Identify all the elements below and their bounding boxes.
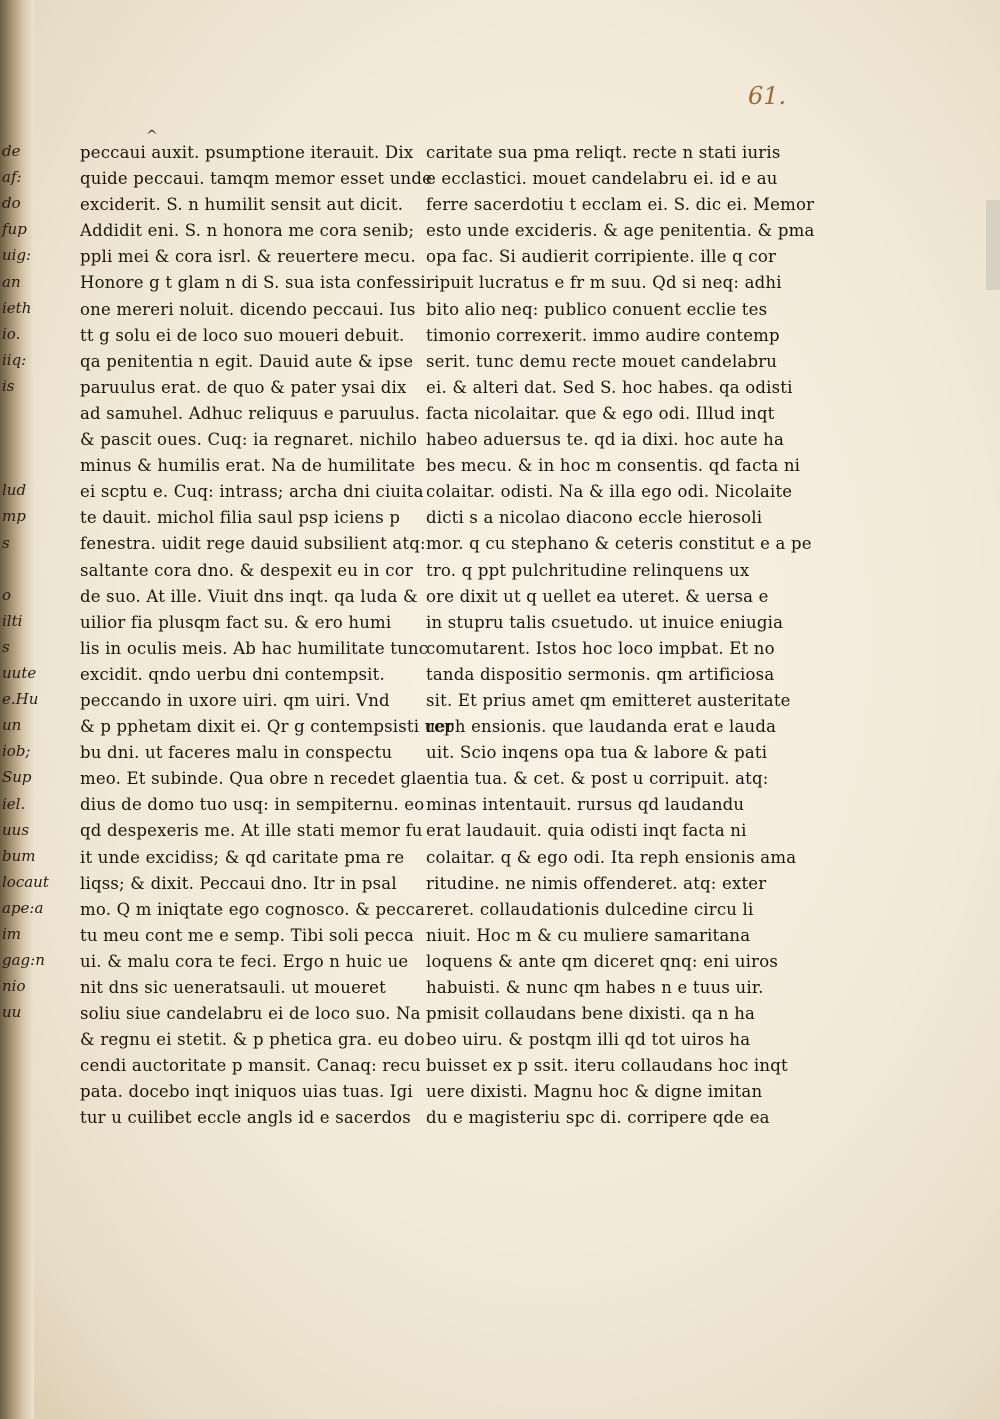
text-line: e ecclastici. mouet candelabru ei. id e au bbox=[426, 169, 778, 189]
gutter-fragment: de bbox=[2, 142, 21, 160]
text-line: bito alio neq: publico conuent ecclie tes bbox=[426, 299, 768, 319]
text-line: timonio correxerit. immo audire contemp bbox=[426, 325, 780, 345]
text-line: minus & humilis erat. Na de humilitate bbox=[80, 456, 416, 476]
gutter-fragment: fup bbox=[2, 220, 27, 239]
text-line: peccando in uxore uiri. qm uiri. Vnd bbox=[80, 690, 390, 710]
text-line: one mereri noluit. dicendo peccaui. Ius bbox=[80, 299, 416, 319]
text-line: quide peccaui. tamqm memor esset unde bbox=[80, 169, 433, 189]
text-line: Addidit eni. S. n honora me cora senib; bbox=[80, 221, 415, 241]
text-line: niuit. Hoc m & cu muliere samaritana bbox=[426, 925, 751, 945]
text-line: ei. & alteri dat. Sed S. hoc habes. qa odisti bbox=[426, 377, 793, 397]
text-line: saltante cora dno. & despexit eu in cor bbox=[80, 560, 413, 580]
gutter-fragment: iel. bbox=[2, 794, 26, 813]
text-line: bu dni. ut faceres malu in conspectu bbox=[80, 743, 393, 763]
gutter-fragment: mp bbox=[2, 507, 26, 526]
text-line: ei scptu e. Cuq: intrass; archa dni ciuita bbox=[80, 482, 424, 502]
text-line: dicti s a nicolao diacono eccle hierosoli bbox=[426, 508, 763, 528]
gutter-fragment: ieth bbox=[2, 298, 32, 317]
text-line: Honore g t glam n di S. sua ista confessi bbox=[80, 273, 426, 293]
text-line: ripuit lucratus e fr m suu. Qd si neq: adhi bbox=[426, 273, 782, 293]
text-line: minas intentauit. rursus qd laudandu bbox=[426, 795, 745, 815]
text-line: uit. Scio inqens opa tua & labore & pati bbox=[426, 743, 768, 763]
text-line: du e magisteriu spc di. corripere qde ea bbox=[426, 1108, 770, 1128]
text-line: caritate sua pma reliqt. recte n stati iuris bbox=[426, 143, 781, 162]
gutter-fragment: o bbox=[2, 585, 12, 604]
text-line: erat laudauit. quia odisti inqt facta ni bbox=[426, 821, 747, 841]
text-line: ferre sacerdotiu t ecclam ei. S. dic ei. Memor bbox=[426, 195, 815, 215]
text-line: reret. collaudationis dulcedine circu li bbox=[426, 899, 754, 919]
text-line: ritudine. ne nimis offenderet. atq: exter bbox=[426, 873, 767, 893]
gutter-fragment: uu bbox=[2, 1003, 22, 1022]
text-line: dius de domo tuo usq: in sempiternu. eo bbox=[80, 795, 425, 815]
right-text-column bbox=[426, 140, 815, 1132]
text-line: meo. Et subinde. Qua obre n recedet gla bbox=[80, 769, 427, 789]
gutter-fragment bbox=[2, 401, 36, 423]
text-line: ore dixit ut q uellet ea uteret. & uersa e bbox=[426, 586, 769, 606]
text-line: paruulus erat. de quo & pater ysai dix bbox=[80, 377, 407, 397]
text-line: te dauit. michol filia saul psp iciens p bbox=[80, 508, 401, 528]
gutter-fragment: an bbox=[2, 272, 21, 291]
text-line: loquens & ante qm diceret qnq: eni uiros bbox=[426, 951, 779, 971]
gutter-fragment: gag:n bbox=[2, 951, 45, 970]
left-text-column bbox=[80, 140, 454, 1132]
gutter-fragment: ape:a bbox=[2, 898, 44, 917]
text-line: comutarent. Istos hoc loco impbat. Et no bbox=[426, 638, 775, 658]
text-line: buisset ex p ssit. iteru collaudans hoc inqt bbox=[426, 1056, 788, 1076]
text-line: cendi auctoritate p mansit. Canaq: recu bbox=[80, 1056, 421, 1076]
gutter-fragment: s bbox=[2, 533, 10, 552]
text-line: uilior fia plusqm fact su. & ero humi bbox=[80, 612, 392, 632]
text-line: esto unde excideris. & age penitentia. & pma bbox=[426, 221, 815, 241]
text-line: tu meu cont me e semp. Tibi soli pecca bbox=[80, 925, 414, 945]
text-line: tanda dispositio sermonis. qm artificiosa bbox=[426, 664, 775, 684]
text-line: colaitar. q & ego odi. Ita reph ensionis ama bbox=[426, 847, 797, 867]
text-line: colaitar. odisti. Na & illa ego odi. Nicolaite bbox=[426, 482, 793, 502]
text-line: excidit. qndo uerbu dni contempsit. bbox=[80, 664, 385, 684]
facing-page-edge bbox=[0, 0, 49, 1419]
text-line: beo uiru. & postqm illi qd tot uiros ha bbox=[426, 1030, 751, 1050]
text-line: & p pphetam dixit ei. Qr g contempsisti uer bbox=[80, 717, 454, 737]
gutter-fragment bbox=[2, 427, 36, 449]
gutter-fragment: is bbox=[2, 376, 15, 395]
text-line: reph ensionis. que laudanda erat e lauda bbox=[426, 717, 777, 737]
gutter-fragment: io. bbox=[2, 324, 21, 343]
text-line: ppli mei & cora isrl. & reuertere mecu. bbox=[80, 247, 416, 267]
gutter-fragment: e.Hu bbox=[2, 690, 39, 709]
text-line: serit. tunc demu recte mouet candelabru bbox=[426, 351, 778, 371]
gutter-fragment: im bbox=[2, 925, 22, 943]
text-line: mor. q cu stephano & ceteris constitut e a pe bbox=[426, 534, 812, 554]
text-line: tt g solu ei de loco suo moueri debuit. bbox=[80, 325, 405, 345]
text-line: liqss; & dixit. Peccaui dno. Itr in psal bbox=[80, 873, 397, 893]
gutter-fragment: Sup bbox=[2, 768, 32, 787]
text-line: facta nicolaitar. que & ego odi. Illud inqt bbox=[426, 403, 775, 423]
gutter-fragment: uig: bbox=[2, 246, 32, 265]
insertion-mark: ^ bbox=[146, 128, 158, 144]
text-line: nit dns sic ueneratsauli. ut moueret bbox=[80, 978, 386, 997]
gutter-fragment: ilti bbox=[2, 611, 23, 630]
text-line: lis in oculis meis. Ab hac humilitate tunc bbox=[80, 638, 429, 658]
text-line: peccaui auxit. psumptione iterauit. Dix bbox=[80, 143, 414, 162]
text-line: exciderit. S. n humilit sensit aut dicit. bbox=[80, 195, 404, 215]
text-line: soliu siue candelabru ei de loco suo. Na bbox=[80, 1004, 421, 1024]
text-line: mo. Q m iniqtate ego cognosco. & pecca bbox=[80, 899, 426, 919]
text-line: tro. q ppt pulchritudine relinquens ux bbox=[426, 560, 750, 580]
text-line: in stupru talis csuetudo. ut inuice eniugia bbox=[426, 612, 784, 632]
text-line: habeo aduersus te. qd ia dixi. hoc aute ha bbox=[426, 430, 784, 450]
text-line: sit. Et prius amet qm emitteret austeritate bbox=[426, 690, 791, 710]
gutter-fragment: s bbox=[2, 637, 10, 656]
text-line: qa penitentia n egit. Dauid aute & ipse bbox=[80, 351, 414, 371]
gutter-fragment bbox=[2, 453, 36, 475]
text-line: ad samuhel. Adhuc reliquus e paruulus. bbox=[80, 403, 421, 423]
text-line: pmisit collaudans bene dixisti. qa n ha bbox=[426, 1004, 756, 1024]
gutter-fragment: iiq: bbox=[2, 350, 27, 369]
text-line: ui. & malu cora te feci. Ergo n huic ue bbox=[80, 951, 409, 971]
text-line: & regnu ei stetit. & p phetica gra. eu do bbox=[80, 1030, 425, 1050]
gutter-fragment: do bbox=[2, 194, 21, 213]
folio-number: 61. bbox=[748, 82, 787, 110]
gutter-fragment: iob; bbox=[2, 742, 31, 761]
text-line: uere dixisti. Magnu hoc & digne imitan bbox=[426, 1082, 763, 1102]
gutter-fragment: un bbox=[2, 716, 22, 735]
text-line: bes mecu. & in hoc m consentis. qd facta ni bbox=[426, 456, 801, 476]
text-line: opa fac. Si audierit corripiente. ille q cor bbox=[426, 247, 777, 267]
gutter-fragment bbox=[2, 558, 36, 580]
gutter-fragment: uute bbox=[2, 664, 37, 682]
gutter-fragment: locaut bbox=[2, 872, 49, 891]
gutter-fragment: lud bbox=[2, 481, 27, 500]
text-line: & pascit oues. Cuq: ia regnaret. nichilo bbox=[80, 430, 418, 450]
gutter-fragment: nio bbox=[2, 977, 26, 996]
text-line: pata. docebo inqt iniquos uias tuas. Igi bbox=[80, 1082, 413, 1102]
text-line: de suo. At ille. Viuit dns inqt. qa luda & bbox=[80, 586, 418, 606]
text-line: entia tua. & cet. & post u corripuit. atq: bbox=[426, 769, 769, 789]
text-line: habuisti. & nunc qm habes n e tuus uir. bbox=[426, 978, 764, 997]
gutter-fragment: bum bbox=[2, 846, 36, 865]
text-line: tur u cuilibet eccle angls id e sacerdos bbox=[80, 1108, 411, 1128]
gutter-fragment: uus bbox=[2, 820, 30, 839]
gutter-fragment: af: bbox=[2, 168, 22, 187]
text-line: fenestra. uidit rege dauid subsilient atq: bbox=[80, 534, 426, 554]
page-edge-stain bbox=[986, 200, 1000, 290]
text-line: it unde excidiss; & qd caritate pma re bbox=[80, 847, 405, 867]
text-line: qd despexeris me. At ille stati memor fu bbox=[80, 821, 423, 841]
